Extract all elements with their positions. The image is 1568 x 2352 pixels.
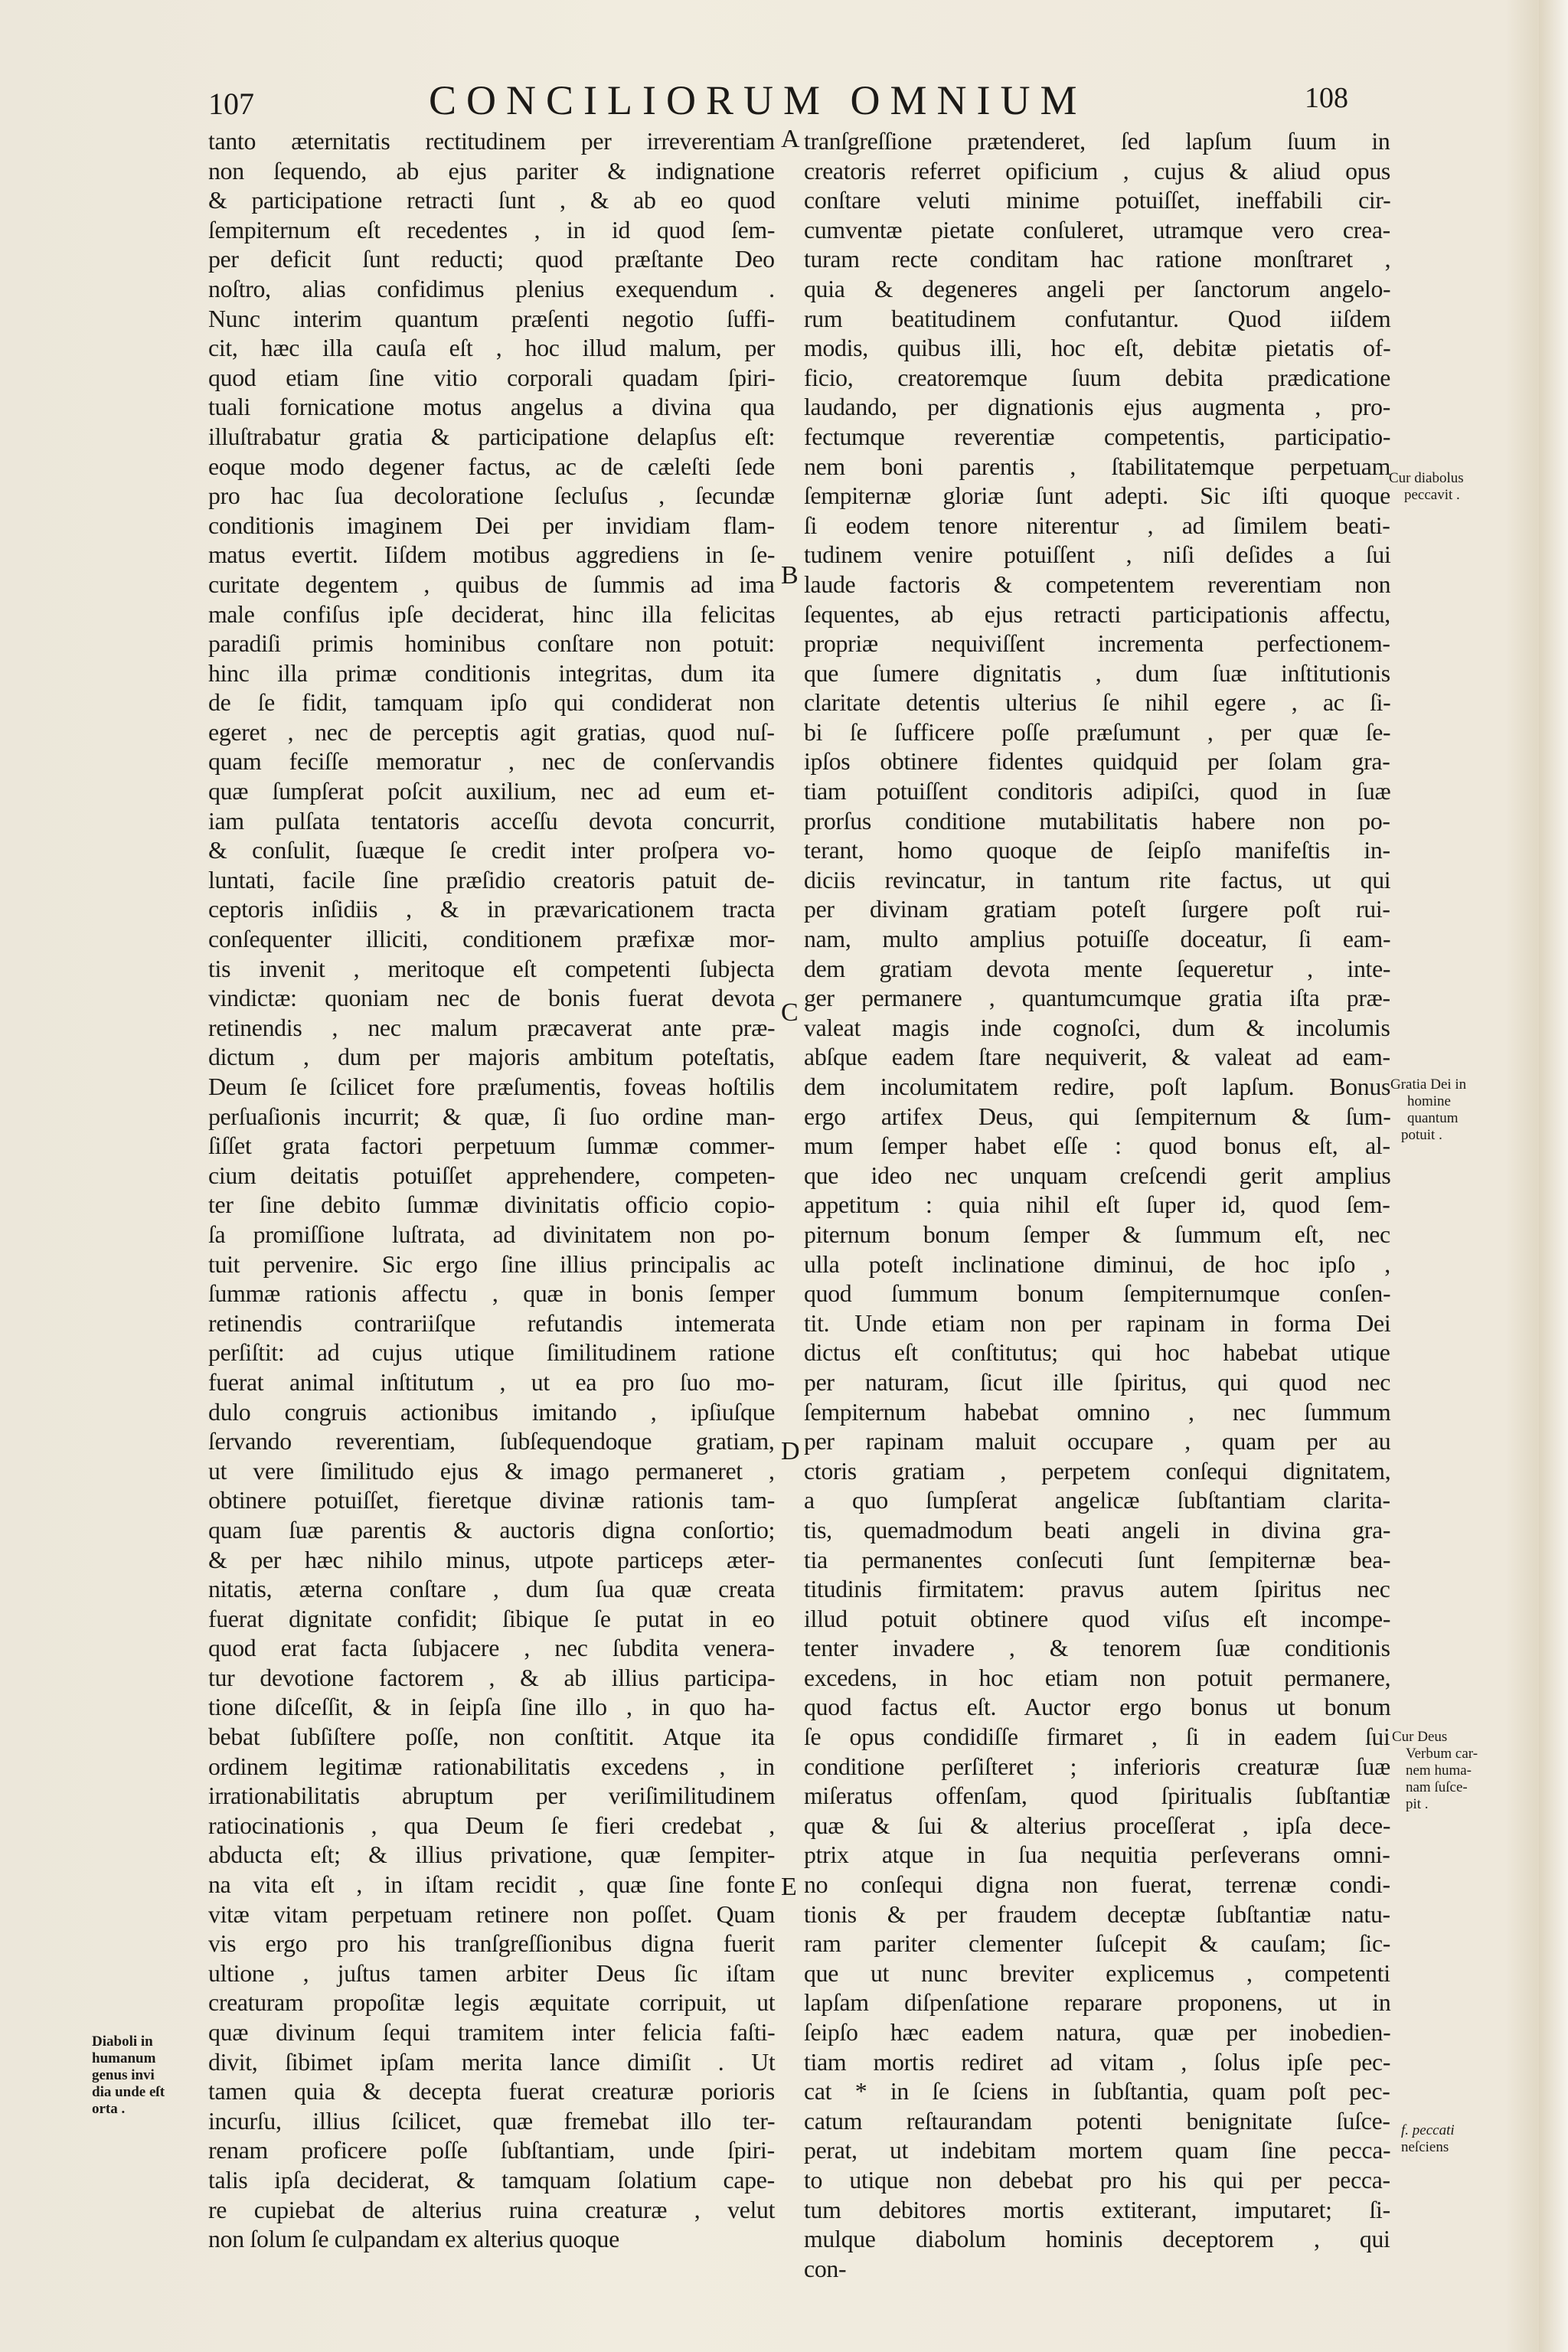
- text-line: noſtro, alias confidimus plenius exequendum .: [208, 275, 775, 302]
- text-line: per divinam gratiam poteſt ſurgere poſt rui-: [804, 896, 1390, 923]
- margin-note-gratia-dei: [1390, 1076, 1466, 1144]
- margin-note-line: genus invi: [92, 2067, 155, 2083]
- text-line: ut vere ſimilitudo ejus & imago permaneret ,: [208, 1457, 775, 1485]
- text-line: perſiſtit: ad cujus utique ſimilitudinem ratione: [208, 1339, 775, 1367]
- text-line: creaturam propoſitæ legis æquitate corripuit, ut: [208, 1989, 776, 2017]
- text-line: vitæ vitam perpetuam retinere non poſſet. Quam: [208, 1900, 776, 1928]
- text-line: turam recte conditam hac ratione monſtraret ,: [804, 246, 1391, 273]
- text-line: re cupiebat de alterius ruina creaturæ , velut: [208, 2196, 776, 2223]
- text-line: laude factoris & competentem reverentiam non: [804, 570, 1391, 598]
- margin-note-line: Gratia Dei in: [1390, 1076, 1467, 1093]
- text-line: abſque eadem ſtare nequiverit, & valeat ad eam-: [804, 1044, 1390, 1071]
- text-line: tamen quia & decepta fuerat creaturæ porioris: [208, 2078, 775, 2105]
- margin-note-line: Cur diabolus: [1389, 470, 1464, 486]
- text-line: con-: [804, 2255, 847, 2282]
- text-line: & per hæc nihilo minus, utpote particeps æter-: [208, 1546, 776, 1573]
- text-line: tionis & per fraudem deceptæ ſubſtantiæ natu-: [804, 1900, 1390, 1928]
- text-line: quod factus eſt. Auctor ergo bonus ut bonum: [804, 1694, 1391, 1721]
- text-line: quæ divinum ſequi tramitem inter felicia faſti-: [208, 2019, 776, 2046]
- text-line: dulo congruis actionibus imitando , ipſiuſque: [208, 1398, 776, 1426]
- text-line: talis ipſa deciderat, & tamquam ſolatium cape-: [208, 2166, 775, 2194]
- text-line: ram pariter clementer ſuſcepit & cauſam; ſic-: [804, 1930, 1391, 1958]
- text-line: ceptoris inſidiis , & in prævaricationem tracta: [208, 896, 776, 923]
- text-line: tranſgreſſione prætenderet, ſed lapſum ſuum in: [804, 128, 1390, 155]
- right-text-column: [804, 127, 1390, 2284]
- text-line: Deum ſe ſcilicet fore præſumentis, foveas hoſtilis: [208, 1073, 775, 1100]
- text-line: male confiſus ipſe deciderat, hinc illa felicitas: [208, 600, 776, 628]
- text-line: que ſumere dignitatis , dum ſuæ inſtitutionis: [804, 659, 1390, 687]
- text-line: ſe opus condidiſſe firmaret , ſi in eadem ſui: [804, 1723, 1390, 1751]
- text-line: cumventæ pietate conſuleret, utramque vero crea-: [804, 216, 1390, 243]
- text-line: per deficit ſunt reducti; quod præſtante Deo: [208, 246, 775, 273]
- margin-note-line: nam ſuſce-: [1406, 1779, 1468, 1795]
- text-line: quod etiam ſine vitio corporali quadam ſpiri-: [208, 364, 776, 391]
- text-line: no conſequi digna non fuerat, terrenæ condi-: [804, 1871, 1390, 1899]
- text-line: conditionis imaginem Dei per invidiam flam-: [208, 511, 775, 539]
- text-line: piternum bonum ſemper & ſummum eſt, nec: [804, 1220, 1390, 1248]
- text-line: dictus eſt conſtitutus; qui hoc habebat utique: [804, 1339, 1390, 1367]
- text-line: mulque diabolum hominis deceptorem , qui: [804, 2226, 1390, 2253]
- text-line: quod erat facta ſubjacere , nec ſubdita venera-: [208, 1635, 775, 1662]
- margin-note-line: potuit .: [1401, 1127, 1442, 1143]
- text-line: tis, quemadmodum beati angeli in divina gra-: [804, 1516, 1391, 1544]
- margin-note-line: quantum: [1407, 1110, 1459, 1126]
- text-line: ter ſine debito ſummæ divinitatis officio copio-: [208, 1191, 775, 1219]
- left-text-column: [208, 127, 775, 2255]
- text-line: illud potuit obtinere quod viſus eſt incompe-: [804, 1605, 1391, 1632]
- text-line: tiam potuiſſent conditoris adipiſci, quod in ſuæ: [804, 778, 1391, 805]
- text-line: a quo ſumpſerat angelicæ ſubſtantiam clarita-: [804, 1487, 1390, 1514]
- text-line: divit, ſibimet ipſam merita lance dimiſit . Ut: [208, 2048, 776, 2076]
- text-line: creatoris referret opificium , cujus & aliud opus: [804, 157, 1391, 185]
- text-line: cat * in ſe ſciens in ſubſtantia, quam poſt pec-: [804, 2078, 1390, 2105]
- text-line: iam pulſata tentatoris acceſſu devota concurrit,: [208, 807, 776, 835]
- text-line: non ſolum ſe culpandam ex alterius quoque: [208, 2226, 619, 2253]
- text-line: tum debitores mortis extiterant, imputaret; ſi-: [804, 2196, 1390, 2223]
- text-line: obtinere potuiſſet, fieretque divinæ rationis tam-: [208, 1487, 776, 1514]
- margin-note-line: peccavit .: [1404, 487, 1460, 503]
- text-line: modis, quibus illi, hoc eſt, debitæ pietatis of-: [804, 335, 1391, 362]
- text-line: conditione perſiſteret ; inferioris creaturæ ſuæ: [804, 1753, 1390, 1780]
- margin-note-line: dia unde eſt: [92, 2084, 165, 2100]
- text-line: que ut nunc breviter explicemus , competenti: [804, 1959, 1390, 1987]
- text-line: quam feciſſe memoratur , nec de conſervandis: [208, 748, 775, 776]
- text-line: nem boni parentis , ſtabilitatemque perpetuam: [804, 452, 1391, 480]
- text-line: tuali fornicatione motus angelus a divina qua: [208, 394, 775, 421]
- text-line: pro hac ſua decoloratione ſecluſus , ſecundæ: [208, 482, 775, 510]
- text-line: illuſtrabatur gratia & participatione delapſus eſt:: [208, 423, 776, 450]
- text-line: ſempiternæ gloriæ ſunt adepti. Sic iſti quoque: [804, 482, 1390, 510]
- text-line: ſiſſet grata factori perpetuum ſummæ commer-: [208, 1132, 775, 1160]
- margin-note-line: pit .: [1406, 1796, 1429, 1812]
- text-line: retinendis , nec malum præcaverat ante præ-: [208, 1014, 776, 1041]
- text-line: ipſos obtinere fidentes quidquid per ſolam gra-: [804, 748, 1390, 776]
- text-line: ficio, creatoremque ſuum debita prædicatione: [804, 364, 1391, 391]
- text-line: irrationabilitatis abruptum per veriſimilitudinem: [208, 1782, 776, 1810]
- section-letter-a: A: [781, 125, 800, 153]
- text-line: matus evertit. Iiſdem motibus aggrediens in ſe-: [208, 541, 776, 569]
- text-line: terant, homo quoque de ſeipſo manifeſtis in-: [804, 837, 1390, 864]
- section-letter-b: B: [781, 561, 799, 590]
- text-line: ſa promiſſione luſtrata, ad divinitatem non po-: [208, 1220, 775, 1248]
- text-line: quia & degeneres angeli per ſanctorum angelo-: [804, 275, 1391, 302]
- text-line: tanto æternitatis rectitudinem per irreverentiam: [208, 128, 775, 155]
- text-line: tione diſceſſit, & in ſeipſa ſine illo , in quo ha-: [208, 1694, 776, 1721]
- margin-note-line: f. peccati: [1401, 2122, 1455, 2138]
- text-line: abducta eſt; & illius privatione, quæ ſempiter-: [208, 1841, 776, 1869]
- text-line: tur devotione factorem , & ab illius participa-: [208, 1664, 776, 1691]
- text-line: diciis revincatur, in tantum rite factus, ut qui: [804, 866, 1391, 893]
- text-line: incurſu, illius ſcilicet, quæ fremebat illo ter-: [208, 2107, 776, 2135]
- text-line: mum ſemper habet eſſe : quod bonus eſt, al-: [804, 1132, 1390, 1160]
- text-line: curitate degentem , quibus de ſummis ad ima: [208, 570, 775, 598]
- section-letter-e: E: [781, 1873, 797, 1901]
- margin-note-f-peccati: [1401, 2122, 1455, 2156]
- text-line: & participatione retracti ſunt , & ab eo quod: [208, 187, 776, 214]
- text-line: ulla poteſt inclinatione diminui, de hoc ipſo ,: [804, 1250, 1390, 1278]
- text-line: tuit pervenire. Sic ergo ſine illius principalis ac: [208, 1250, 776, 1278]
- page-number-left: 107: [208, 87, 254, 121]
- text-line: na vita eſt , in iſtam recidit , quæ ſine fonte: [208, 1871, 776, 1899]
- text-line: to utique non debebat pro his qui per pecca-: [804, 2166, 1390, 2194]
- text-line: ergo artifex Deus, qui ſempiternum & ſum-: [804, 1102, 1391, 1130]
- text-line: retinendis contrariiſque refutandis intemerata: [208, 1309, 776, 1337]
- text-line: quæ & ſui & alterius proceſſerat , ipſa dece-: [804, 1811, 1391, 1839]
- text-line: tenter invadere , & tenorem ſuæ conditionis: [804, 1635, 1390, 1662]
- text-line: quam ſuæ parentis & auctoris digna conſortio;: [208, 1516, 776, 1544]
- text-line: per rapinam maluit occupare , quam per au: [804, 1428, 1391, 1455]
- text-line: conſtare veluti minime potuiſſet, ineffabili cir-: [804, 187, 1391, 214]
- text-line: appetitum : quia nihil eſt ſuper id, quod ſem-: [804, 1191, 1390, 1219]
- text-line: egeret , nec de perceptis agit gratias, quod nuſ-: [208, 718, 775, 746]
- margin-note-line: Diaboli in: [92, 2034, 153, 2050]
- text-line: quæ ſumpſerat poſcit auxilium, nec ad eum et-: [208, 778, 775, 805]
- text-line: ptrix atque in ſua nequitia perſeverans omni-: [804, 1841, 1390, 1869]
- text-line: lapſam diſpenſatione reparare proponens, ut in: [804, 1989, 1391, 2017]
- margin-note-line: nem huma-: [1406, 1762, 1472, 1779]
- text-line: nitatis, æterna conſtare , dum ſua quæ creata: [208, 1576, 776, 1603]
- text-line: catum reſtaurandam potenti benignitate ſuſce-: [804, 2107, 1390, 2135]
- margin-note-line: homine: [1407, 1093, 1451, 1109]
- text-line: prorſus conditione mutabilitatis habere non po-: [804, 807, 1390, 835]
- text-line: perat, ut indebitam mortem quam ſine pecca-: [804, 2137, 1391, 2164]
- text-line: cit, hæc illa cauſa eſt , hoc illud malum, per: [208, 335, 776, 362]
- text-line: ſempiternum eſt recedentes , in id quod ſem-: [208, 216, 776, 243]
- text-line: titudinis firmitatem: pravus autem ſpiritus nec: [804, 1576, 1390, 1603]
- text-line: propriæ nequiviſſent incrementa perfectionem-: [804, 630, 1390, 658]
- text-line: excedens, in hoc etiam non potuit permanere,: [804, 1664, 1391, 1691]
- margin-note-line: humanum: [92, 2050, 156, 2066]
- text-line: & conſulit, ſuæque ſe credit inter proſpera vo-: [208, 837, 776, 864]
- text-line: vis ergo pro his tranſgreſſionibus digna fuerit: [208, 1930, 775, 1958]
- text-line: perſuaſionis incurrit; & quæ, ſi ſuo ordine man-: [208, 1102, 776, 1130]
- section-letter-d: D: [781, 1437, 800, 1465]
- text-line: ordinem legitimæ rationabilitatis excedens , in: [208, 1753, 775, 1780]
- margin-note-line: Verbum car-: [1406, 1746, 1478, 1762]
- text-line: claritate detentis ulterius ſe nihil egere , ac ſi-: [804, 689, 1391, 717]
- text-line: dictum , dum per majoris ambitum poteſtatis,: [208, 1044, 775, 1071]
- text-line: luntati, facile ſine præſidio creatoris patuit de-: [208, 866, 775, 893]
- text-line: ſempiternum habebat omnino , nec ſummum: [804, 1398, 1391, 1426]
- text-line: bebat ſubſiſtere poſſe, non conſtitit. Atque ita: [208, 1723, 775, 1751]
- page-number-right: 108: [1305, 82, 1348, 114]
- text-line: laudando, per dignationis ejus augmenta , pro-: [804, 394, 1391, 421]
- page-edge: [1539, 0, 1568, 2352]
- margin-note-line: Cur Deus: [1392, 1729, 1448, 1745]
- text-line: renam proficere poſſe ſubſtantiam, unde ſpiri-: [208, 2137, 775, 2164]
- text-line: bi ſe ſufficere poſſe præſumunt , per quæ ſe-: [804, 718, 1391, 746]
- text-line: tiam mortis rediret ad vitam , ſolus ipſe pec-: [804, 2048, 1391, 2076]
- margin-note-line: orta .: [92, 2101, 126, 2117]
- text-line: ſummæ rationis affectu , quæ in bonis ſemper: [208, 1280, 775, 1308]
- text-line: ratiocinationis , qua Deum ſe fieri credebat ,: [208, 1811, 775, 1839]
- text-line: fectumque reverentiæ competentis, participatio-: [804, 423, 1391, 450]
- section-letter-c: C: [781, 998, 799, 1027]
- text-line: valeat magis inde cognoſci, dum & incolumis: [804, 1014, 1390, 1041]
- text-line: miſeratus offenſam, quod ſpiritualis ſubſtantiæ: [804, 1782, 1390, 1810]
- margin-note-cur-diabolus: [1389, 470, 1464, 504]
- text-line: vindictæ: quoniam nec de bonis fuerat devota: [208, 985, 776, 1012]
- text-line: dem gratiam devota mente ſequeretur , inte-: [804, 955, 1391, 982]
- text-line: cium deitatis potuiſſet apprehendere, competen-: [208, 1161, 776, 1189]
- text-line: eoque modo degener factus, ac de cæleſti ſede: [208, 452, 775, 480]
- text-line: ger permanere , quantumcumque gratia iſta præ-: [804, 985, 1390, 1012]
- margin-note-diaboli: [92, 2034, 165, 2118]
- margin-note-cur-deus: [1392, 1729, 1478, 1813]
- text-line: ctoris gratiam , perpetem conſequi dignitatem,: [804, 1457, 1391, 1485]
- text-line: tia permanentes conſecuti ſunt ſempiternæ bea-: [804, 1546, 1391, 1573]
- text-line: fuerat dignitate confidit; ſibique ſe putat in eo: [208, 1605, 775, 1632]
- text-line: quod ſummum bonum ſempiternumque conſen-: [804, 1280, 1391, 1308]
- margin-note-line: neſciens: [1401, 2139, 1449, 2155]
- text-line: nam, multo amplius potuiſſe doceatur, ſi eam-: [804, 926, 1391, 953]
- text-line: fuerat animal inſtitutum , ut ea pro ſuo mo-: [208, 1368, 775, 1396]
- running-title: CONCILIORUM OMNIUM: [429, 77, 1087, 123]
- running-header: [0, 74, 1568, 127]
- text-line: hinc illa primæ conditionis integritas, dum ita: [208, 659, 776, 687]
- text-line: Nunc interim quantum præſenti negotio ſuffi-: [208, 305, 775, 332]
- text-line: ſervando reverentiam, ſubſequendoque gratiam,: [208, 1428, 775, 1455]
- text-line: que ideo nec unquam creſcendi gerit amplius: [804, 1161, 1391, 1189]
- text-line: non ſequendo, ab ejus pariter & indignatione: [208, 157, 775, 185]
- text-line: paradiſi primis hominibus conſtare non potuit:: [208, 630, 775, 658]
- text-line: ſequentes, ab ejus retracti participationis affectu,: [804, 600, 1390, 628]
- text-line: ſi eodem tenore niterentur , ad ſimilem beati-: [804, 511, 1390, 539]
- text-line: dem incolumitatem redire, poſt lapſum. Bonus: [804, 1073, 1391, 1100]
- text-line: tis invenit , meritoque eſt competenti ſubjecta: [208, 955, 775, 982]
- text-line: tudinem venire potuiſſent , niſi deſides a ſui: [804, 541, 1391, 569]
- text-line: per naturam, ſicut ille ſpiritus, qui quod nec: [804, 1368, 1391, 1396]
- text-line: conſequenter illiciti, conditionem præfixæ mor-: [208, 926, 776, 953]
- text-line: ſeipſo hæc eadem natura, quæ per inobedien-: [804, 2019, 1391, 2046]
- text-line: tit. Unde etiam non per rapinam in forma Dei: [804, 1309, 1391, 1337]
- text-line: ultione , juſtus tamen arbiter Deus ſic iſtam: [208, 1959, 776, 1987]
- text-line: rum beatitudinem confutantur. Quod iiſdem: [804, 305, 1391, 332]
- text-line: de ſe fidit, tamquam ipſo qui condiderat non: [208, 689, 775, 717]
